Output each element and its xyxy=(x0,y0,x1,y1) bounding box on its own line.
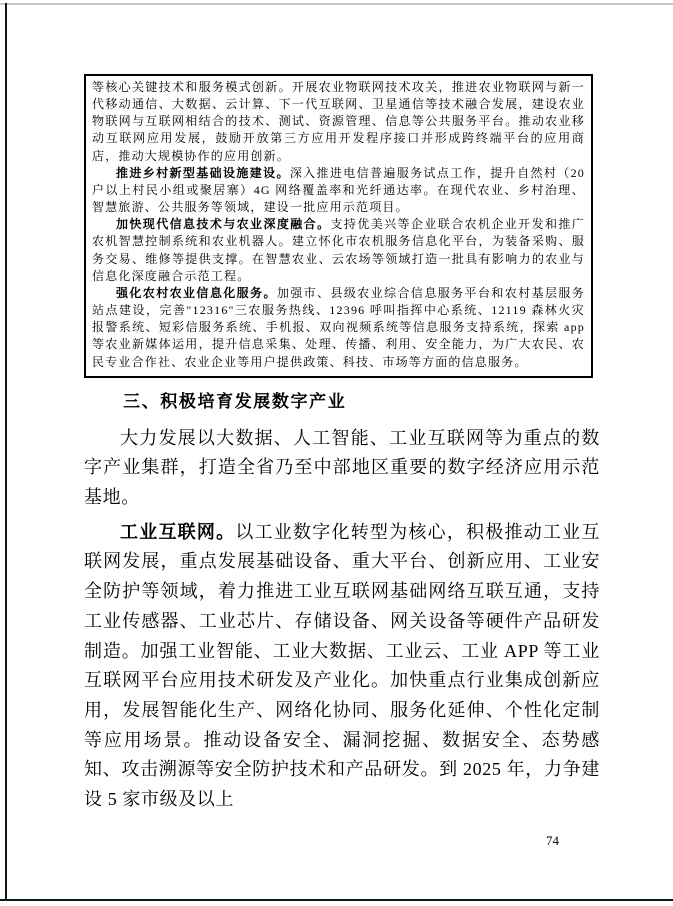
box-paragraph-lead: 强化农村农业信息化服务。 xyxy=(116,285,277,300)
body-paragraph xyxy=(84,518,600,815)
box-paragraph xyxy=(92,285,585,371)
page-number: 74 xyxy=(546,833,559,848)
body-paragraph-text: 大力发展以大数据、人工智能、工业互联网等为重点的数字产业集群，打造全省乃至中部地区重要的数字经济应用示范基地。 xyxy=(84,427,600,508)
box-paragraph-text: 深入推进电信普遍服务试点工作，提升自然村（20户以上村民小组或聚居寨）4G 网络覆盖率和光纤通达率。在现代农业、乡村治理、智慧旅游、公共服务等领域，建设一批应用示范项目。 xyxy=(92,165,585,215)
body-paragraph-text: 以工业数字化转型为核心，积极推动工业互联网发展，重点发展基础设备、重大平台、创新应用、工业安全防护等领域，着力推进工业互联网基础网络互联互通，支持工业传感器、工业芯片、存储设备、网关设备等硬件产品研发制造。加强工业智能、工业大数据、工业云、工业 APP 等工业互联网平台应用技术研发及产业化。加快重点行业集成创新应用，发展智能化生产、网络化协同、服务化延伸、个性化定制等应用场景。推动设备安全、漏洞挖掘、数据安全、态势感知、攻击溯源等安全防护技术和产品研发。到 2025 年，力争建设 5 家市级及以上 xyxy=(84,521,600,810)
box-paragraph-lead: 加快现代信息技术与农业深度融合。 xyxy=(116,217,331,232)
page-top-edge xyxy=(0,3,673,5)
section-heading: 三、积极培育发展数字产业 xyxy=(123,391,347,411)
highlight-box xyxy=(84,74,593,378)
box-paragraph-text: 加强市、县级农业综合信息服务平台和农村基层服务站点建设，完善"12316"三农服务热线、12396 呼叫指挥中心系统、12119 森林火灾报警系统、短彩信服务系统、手机报、双向视频系统等信息服务支持系统，探索 app 等农业新媒体运用，提升信息采集、处理、传播、利用、安全能力，为广大农民、农民专业合作社、农业企业等用户提供政策、科技、市场等方面的信息服务。 xyxy=(92,285,585,369)
body-paragraph xyxy=(84,424,600,513)
body-paragraph-lead: 工业互联网。 xyxy=(120,521,236,542)
box-paragraph-text: 等核心关键技术和服务模式创新。开展农业物联网技术攻关，推进农业物联网与新一代移动通信、大数据、云计算、下一代互联网、卫星通信等技术融合发展，建设农业物联网与互联网相结合的技术、测试、资源管理、信息等公共服务平台。推动农业移动互联网应用发展，鼓励开放第三方应用开发程序接口并形成跨终端平台的应用商店，推动大规模协作的应用创新。 xyxy=(92,80,585,163)
box-paragraph-text: 支持优美兴等企业联合农机企业开发和推广农机智慧控制系统和农业机器人。建立怀化市农机服务信息化平台，为装备采购、服务交易、维修等提供支撑。在智慧农业、云农场等领域打造一批具有影响力的农业与信息化深度融合示范工程。 xyxy=(92,217,585,283)
box-paragraph xyxy=(92,216,585,285)
box-paragraph-lead: 推进乡村新型基础设施建设。 xyxy=(116,165,290,180)
box-paragraph xyxy=(92,165,585,216)
page-content xyxy=(84,74,600,815)
box-paragraph xyxy=(92,79,585,165)
page-left-edge xyxy=(5,3,7,901)
page-bottom-edge xyxy=(0,899,673,901)
